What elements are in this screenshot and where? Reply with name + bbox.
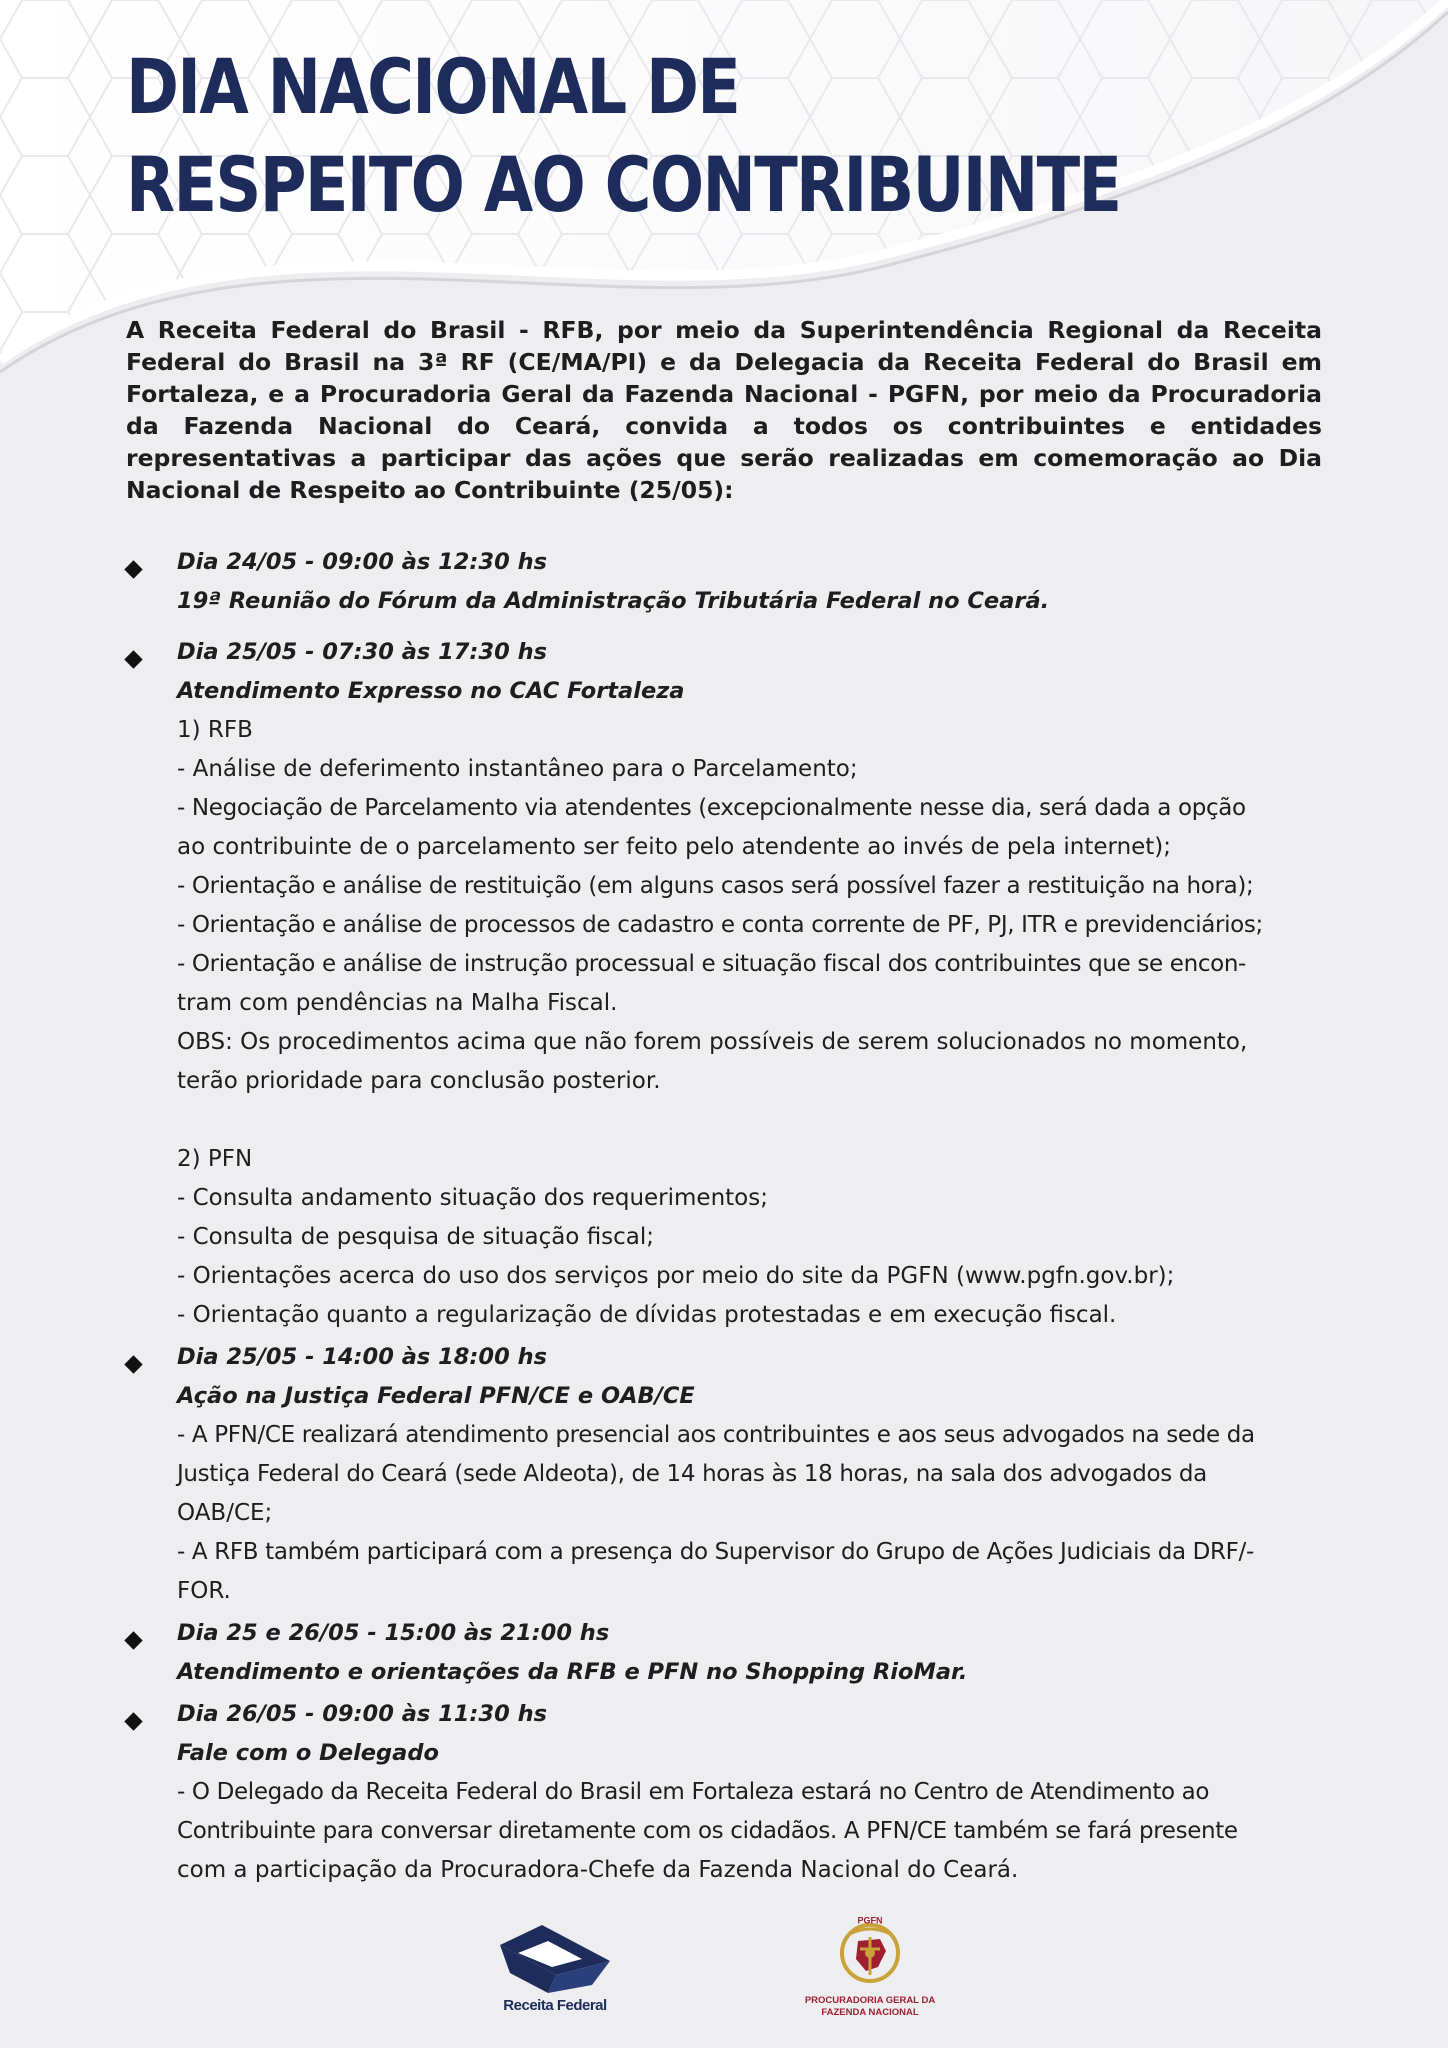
event-detail-line: Contribuinte para conversar diretamente com os cidadãos. A PFN/CE também se fará presente: [177, 1818, 1238, 1844]
event-detail-line: - Análise de deferimento instantâneo para o Parcelamento;: [177, 756, 858, 782]
event-datetime: Dia 24/05 - 09:00 às 12:30 hs: [177, 549, 547, 575]
event-detail-line: - Consulta de pesquisa de situação fiscal;: [177, 1224, 655, 1250]
event-detail-line: ao contribuinte de o parcelamento ser feito pelo atendente ao invés de pela internet);: [177, 834, 1172, 860]
diamond-bullet-icon: [124, 1355, 142, 1373]
diamond-bullet-icon: [124, 1712, 142, 1730]
event-detail-line: 1) RFB: [177, 717, 253, 743]
event-detail-line: - A PFN/CE realizará atendimento presencial aos contribuintes e aos seus advogados na sede da: [177, 1422, 1255, 1448]
event-detail-line: - Negociação de Parcelamento via atendentes (excepcionalmente nesse dia, será dada a opção: [177, 795, 1246, 821]
schedule-event: [126, 1338, 1322, 1611]
title-line: DIA NACIONAL DE: [126, 42, 740, 131]
schedule-event: [126, 1695, 1322, 1890]
event-title: Ação na Justiça Federal PFN/CE e OAB/CE: [177, 1383, 695, 1409]
pgfn-label: [790, 1995, 950, 2019]
event-detail-line: - Orientação e análise de processos de cadastro e conta corrente de PF, PJ, ITR e previdenciários;: [177, 912, 1263, 938]
event-detail-line: - Consulta andamento situação dos requerimentos;: [177, 1185, 768, 1211]
event-detail-line: terão prioridade para conclusão posterior.: [177, 1068, 661, 1094]
event-detail-line: OBS: Os procedimentos acima que não forem possíveis de serem solucionados no momento,: [177, 1029, 1248, 1055]
schedule-event: [126, 633, 1322, 1335]
event-detail-line: - Orientação quanto a regularização de dívidas protestadas e em execução fiscal.: [177, 1302, 1117, 1328]
diamond-bullet-icon: [124, 650, 142, 668]
event-detail-line: com a participação da Procuradora-Chefe da Fazenda Nacional do Ceará.: [177, 1857, 1019, 1883]
pgfn-label-line2: FAZENDA NACIONAL: [821, 2007, 919, 2018]
pgfn-seal-label: PGFN: [857, 1915, 883, 1925]
event-datetime: Dia 26/05 - 09:00 às 11:30 hs: [177, 1701, 547, 1727]
schedule-list: [126, 543, 1322, 1890]
event-title: Atendimento Expresso no CAC Fortaleza: [177, 678, 685, 704]
footer-logos: [0, 1915, 1448, 2025]
pgfn-seal-text: [850, 1915, 890, 1925]
receita-federal-label: Receita Federal: [503, 1997, 607, 2014]
event-detail-line: OAB/CE;: [177, 1500, 273, 1526]
event-title: Atendimento e orientações da RFB e PFN no Shopping RioMar.: [177, 1659, 968, 1685]
event-detail-line: 2) PFN: [177, 1146, 253, 1172]
diamond-bullet-icon: [124, 1631, 142, 1649]
event-spacer: [126, 621, 1322, 633]
schedule-event: [126, 543, 1322, 621]
event-detail-line: - O Delegado da Receita Federal do Brasil em Fortaleza estará no Centro de Atendimento ao: [177, 1779, 1210, 1805]
title-line: RESPEITO AO CONTRIBUINTE: [126, 140, 1121, 229]
event-detail-line: - A RFB também participará com a presença do Supervisor do Grupo de Ações Judiciais da DRF/-: [177, 1539, 1254, 1565]
page-title: [126, 38, 1120, 234]
event-detail-line: Justiça Federal do Ceará (sede Aldeota), de 14 horas às 18 horas, na sala dos advogados da: [177, 1461, 1207, 1487]
event-title: 19ª Reunião do Fórum da Administração Tributária Federal no Ceará.: [177, 588, 1050, 614]
intro-paragraph: A Receita Federal do Brasil - RFB, por meio da Superintendência Regional da Receita Federal do Brasil na 3ª RF (CE/MA/PI) e da Delegacia da Receita Federal do Brasil em Fortaleza, e a Procuradoria Geral da Fazenda Nacional - PGFN, por meio da Procuradoria da Fazenda Nacional do Ceará, convida a todos os contribuintes e entidades representativas a participar das ações que serão realizadas em comemoração ao Dia Nacional de Respeito ao Contribuinte (25/05):: [126, 316, 1322, 504]
event-datetime: Dia 25 e 26/05 - 15:00 às 21:00 hs: [177, 1620, 610, 1646]
pgfn-seal-icon: [830, 1915, 910, 1985]
schedule-event: [126, 1614, 1322, 1692]
event-detail-line: - Orientação e análise de instrução processual e situação fiscal dos contribuintes que se encon-: [177, 951, 1247, 977]
event-detail-line: [177, 1101, 1322, 1140]
pgfn-label-line1: PROCURADORIA GERAL DA: [804, 1995, 936, 2006]
event-datetime: Dia 25/05 - 07:30 às 17:30 hs: [177, 639, 547, 665]
diamond-bullet-icon: [124, 560, 142, 578]
event-datetime: Dia 25/05 - 14:00 às 18:00 hs: [177, 1344, 547, 1370]
event-detail-line: tram com pendências na Malha Fiscal.: [177, 990, 618, 1016]
event-detail-line: - Orientações acerca do uso dos serviços por meio do site da PGFN (www.pgfn.gov.br);: [177, 1263, 1175, 1289]
event-detail-line: - Orientação e análise de restituição (em alguns casos será possível fazer a restituição na hora);: [177, 873, 1254, 899]
event-title: Fale com o Delegado: [177, 1740, 439, 1766]
event-detail-line: FOR.: [177, 1578, 231, 1604]
